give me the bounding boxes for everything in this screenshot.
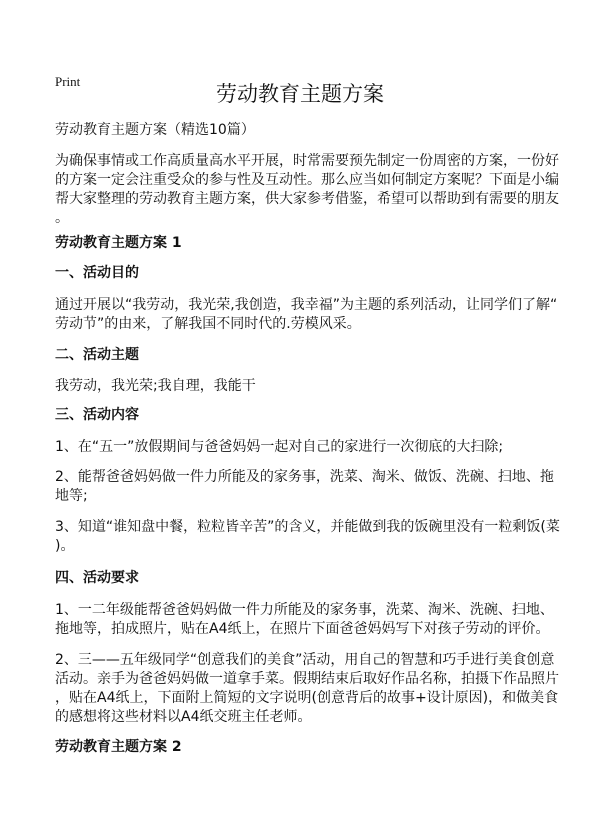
text-line: ，贴在A4纸上，下面附上简短的文字说明(创意背后的故事+设计原因)，和做美食 <box>55 690 559 706</box>
text-line: 的感想将这些材料以A4纸交班主任老师。 <box>55 709 312 725</box>
text-line: 1、一二年级能帮爸爸妈妈做一件力所能及的家务事，洗菜、淘米、洗碗、扫地、 <box>55 602 554 618</box>
text-line: 3、知道“谁知盘中餐，粒粒皆辛苦”的含义，并能做到我的饭碗里没有一粒剩饭(菜 <box>55 519 560 535</box>
text-line: 通过开展以“我劳动，我光荣,我创造，我幸福”为主题的系列活动，让同学们了解“ <box>55 297 558 313</box>
subtitle: 劳动教育主题方案（精选10篇） <box>55 122 255 138</box>
text-line: 为确保事情或工作高质量高水平开展，时常需要预先制定一份周密的方案，一份好 <box>55 153 559 169</box>
subheading-theme: 二、活动主题 <box>55 347 139 363</box>
content-item <box>55 438 555 457</box>
subheading-content: 三、活动内容 <box>55 407 139 423</box>
subheading-requirements: 四、活动要求 <box>55 570 139 586</box>
print-link[interactable]: Print <box>55 74 81 89</box>
section-heading: 劳动教育主题方案 2 <box>55 739 182 755</box>
text-line: 拖地等，拍成照片，贴在A4纸上，在照片下面爸爸妈妈写下对孩子劳动的评价。 <box>55 621 550 637</box>
subheading-goal: 一、活动目的 <box>55 265 139 281</box>
goal-paragraph <box>55 296 558 334</box>
text-line: 地等; <box>55 488 88 504</box>
section-heading: 劳动教育主题方案 1 <box>55 235 182 251</box>
text-line: 帮大家整理的劳动教育主题方案，供大家参考借鉴，希望可以帮助到有需要的朋友 <box>55 191 559 207</box>
text-line: )。 <box>55 538 75 554</box>
text-line: 。 <box>55 210 69 226</box>
text-line: 的方案一定会注重受众的参与性及互动性。那么应当如何制定方案呢？下面是小编 <box>55 172 559 188</box>
theme-paragraph: 我劳动，我光荣;我自理，我能干 <box>55 378 256 394</box>
content-item <box>55 518 560 556</box>
text-line: 1、在“五一”放假期间与爸爸妈妈一起对自己的家进行一次彻底的大扫除; <box>55 439 504 455</box>
content-item <box>55 468 555 506</box>
requirement-item <box>55 651 559 727</box>
requirement-item <box>55 601 555 639</box>
text-line: 2、三——五年级同学“创意我们的美食”活动，用自己的智慧和巧手进行美食创意 <box>55 652 555 668</box>
text-line: 活动。亲手为爸爸妈妈做一道拿手菜。假期结束后取好作品名称，拍摄下作品照片 <box>55 671 559 687</box>
text-line: 劳动节”的由来，了解我国不同时代的.劳模风采。 <box>55 316 361 332</box>
text-line: 2、能帮爸爸妈妈做一件力所能及的家务事，洗菜、淘米、做饭、洗碗、扫地、拖 <box>55 469 554 485</box>
page-title: 劳动教育主题方案 <box>216 82 384 106</box>
intro-paragraph <box>55 152 559 228</box>
